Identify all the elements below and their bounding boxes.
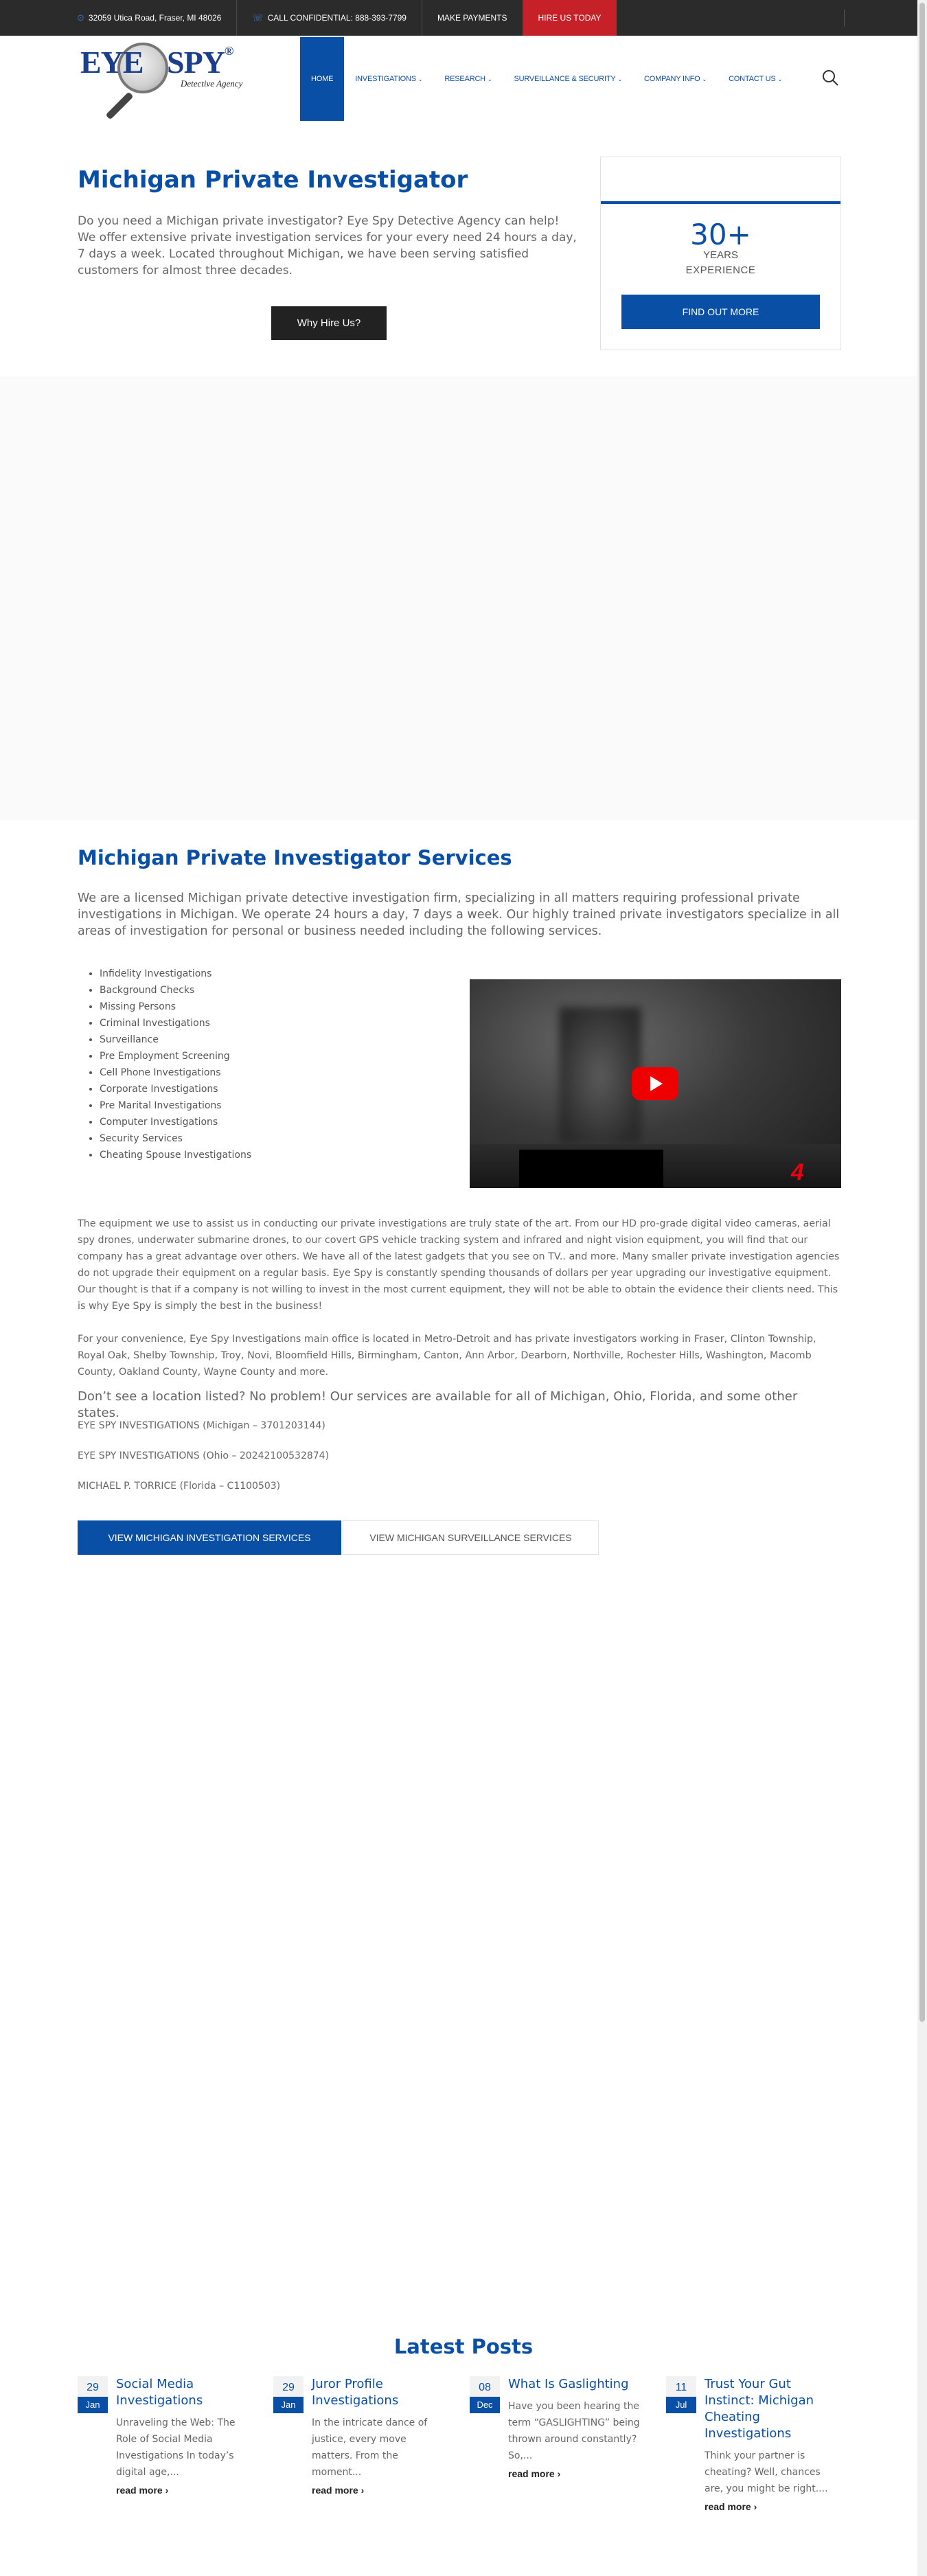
nav-investigations[interactable]: INVESTIGATIONS ⌄	[355, 75, 423, 83]
license-michigan: EYE SPY INVESTIGATIONS (Michigan – 3701203144)	[78, 1420, 325, 1431]
hire-us-today-label: HIRE US TODAY	[538, 13, 602, 23]
list-item: • Cell Phone Investigations	[100, 1064, 251, 1081]
nav-company-info[interactable]: COMPANY INFO ⌄	[644, 75, 707, 83]
page-scrollbar[interactable]	[917, 0, 927, 2576]
latest-posts-title: Latest Posts	[393, 2335, 534, 2358]
post-excerpt: Have you been hearing the term “GASLIGHTING” being thrown around constantly? So,...	[508, 2401, 640, 2461]
read-more-link[interactable]: read more ›	[116, 2485, 169, 2496]
logo-word-eye: EYE	[80, 45, 144, 80]
chevron-down-icon: ⌄	[702, 76, 707, 82]
post-month: Jan	[78, 2397, 108, 2413]
hire-us-today-button[interactable]	[523, 0, 617, 36]
services-list	[100, 966, 251, 1163]
post-month: Jul	[666, 2397, 696, 2413]
post-month: Jan	[273, 2397, 304, 2413]
post-excerpt: Think your partner is cheating? Well, chances are, you might be right....	[705, 2450, 828, 2494]
chevron-down-icon: ⌄	[487, 76, 492, 82]
map-pin-icon: ⊙	[77, 12, 84, 23]
make-payments-label: MAKE PAYMENTS	[437, 13, 507, 23]
post-date	[78, 2376, 108, 2413]
top-bar-items	[66, 0, 617, 36]
phone-icon: ☏	[252, 12, 264, 23]
license-florida: MICHAEL P. TORRICE (Florida – C1100503)	[78, 1481, 281, 1492]
play-icon	[650, 1076, 663, 1091]
nav-surveillance-security[interactable]: SURVEILLANCE & SECURITY ⌄	[514, 75, 622, 83]
magnifier-handle	[106, 91, 134, 119]
post-date	[273, 2376, 304, 2413]
post-excerpt: Unraveling the Web: The Role of Social Media Investigations In today’s digital age,...	[116, 2417, 236, 2478]
video-thumbnail-block	[519, 1150, 663, 1188]
list-item: • Missing Persons	[100, 999, 251, 1015]
hero-text: Do you need a Michigan private investigator? Eye Spy Detective Agency can help! We offer extensive private investigation services for your every need 24 hours a day, 7 days a week. Located throughout Michigan, we have been serving satisfied customers for almost three decades.	[78, 214, 577, 277]
search-icon[interactable]	[821, 69, 839, 87]
logo-tagline: Detective Agency	[181, 78, 243, 89]
chevron-down-icon: ⌄	[417, 76, 423, 82]
post-title-link[interactable]: What Is Gaslighting	[508, 2377, 629, 2391]
video-thumbnail-figure	[559, 1007, 641, 1144]
post-title-link[interactable]: Social Media Investigations	[116, 2377, 203, 2408]
top-bar	[0, 0, 927, 36]
no-location-paragraph: Don’t see a location listed? No problem! Our services are available for all of Michigan, Ohio, Florida, and some other states.	[78, 1389, 798, 1420]
experience-label: EXPERIENCE	[685, 264, 756, 276]
list-item: • Criminal Investigations	[100, 1015, 251, 1031]
license-ohio: EYE SPY INVESTIGATIONS (Ohio – 20242100532874)	[78, 1450, 330, 1461]
phone-text: CALL CONFIDENTIAL: 888-393-7799	[267, 13, 407, 23]
services-intro: We are a licensed Michigan private detective investigation firm, specializing in all matters requiring professional private investigations in Michigan. We operate 24 hours a day, 7 days a week. Our highly trained private investigators specialize in all areas of investigation for personal or business needed including the following services.	[78, 891, 840, 938]
make-payments-link[interactable]	[422, 0, 523, 36]
list-item: • Infidelity Investigations	[100, 966, 251, 982]
list-item: • Background Checks	[100, 982, 251, 999]
page-title: Michigan Private Investigator	[78, 166, 468, 194]
logo-word-spy: SPY®	[167, 44, 233, 80]
scrollbar-thumb[interactable]	[919, 3, 925, 2022]
list-item: • Security Services	[100, 1130, 251, 1147]
post-day: 11	[675, 2382, 687, 2393]
nav-contact-us[interactable]: CONTACT US ⌄	[729, 75, 783, 83]
video-player[interactable]	[470, 979, 841, 1188]
list-item: • Computer Investigations	[100, 1114, 251, 1130]
equipment-paragraph: The equipment we use to assist us in conducting our private investigations are truly state of the art. From our HD pro-grade digital video cameras, aerial spy drones, underwater submarine drones, to our covert GPS vehicle tracking system and infrared and night vision equipment, you will find that our company has a great advantage over others. We have all of the latest gadgets that you see on TV.. and more. Many smaller private investigation agencies do not upgrade their equipment on a regular basis. Eye Spy is constantly spending thousands of dollars per year upgrading our investigative equipment. Our thought is that if a company is not willing to invest in the most current equipment, they will not be able to obtain the evidence their clients need. This is why Eye Spy is simply the best in the business!	[78, 1218, 840, 1312]
post-day: 08	[479, 2382, 491, 2393]
grey-band-section	[0, 376, 927, 820]
chevron-down-icon: ⌄	[617, 76, 622, 82]
view-investigation-services-button[interactable]: VIEW MICHIGAN INVESTIGATION SERVICES	[78, 1520, 341, 1555]
post-title-link[interactable]: Trust Your Gut Instinct: Michigan Cheating Investigations	[705, 2377, 814, 2441]
post-day: 29	[282, 2382, 295, 2393]
read-more-link[interactable]: read more ›	[705, 2501, 757, 2512]
services-title: Michigan Private Investigator Services	[78, 846, 512, 869]
post-date	[666, 2376, 696, 2413]
experience-years-label: YEARS	[703, 249, 738, 261]
list-item: • Surveillance	[100, 1031, 251, 1048]
list-item: • Pre Employment Screening	[100, 1048, 251, 1064]
top-bar-divider	[844, 10, 845, 26]
eye-spy-logo[interactable]	[78, 37, 251, 119]
list-item: • Cheating Spouse Investigations	[100, 1147, 251, 1163]
post-excerpt: In the intricate dance of justice, every move matters. From the moment...	[312, 2417, 428, 2478]
locations-paragraph: For your convenience, Eye Spy Investigations main office is located in Metro-Detroit and has private investigators working in Fraser, Clinton Township, Royal Oak, Shelby Township, Troy, Novi, Bloomfield Hills, Birmingham, Canton, Ann Arbor, Dearborn, Northville, Rochester Hills, Washington, Macomb County, Oakland County, Wayne County and more.	[78, 1334, 816, 1378]
post-month: Dec	[470, 2397, 500, 2413]
post-date	[470, 2376, 500, 2413]
site-header	[0, 36, 927, 122]
chevron-down-icon: ⌄	[777, 76, 783, 82]
address-link[interactable]	[66, 0, 237, 36]
read-more-link[interactable]: read more ›	[312, 2485, 365, 2496]
find-out-more-button[interactable]: FIND OUT MORE	[621, 295, 820, 329]
view-surveillance-services-button[interactable]: VIEW MICHIGAN SURVEILLANCE SERVICES	[343, 1520, 599, 1555]
main-nav	[300, 37, 793, 121]
play-button[interactable]	[632, 1067, 678, 1100]
experience-accent-bar	[601, 201, 840, 204]
nav-home[interactable]: HOME	[300, 37, 344, 121]
post-day: 29	[87, 2382, 99, 2393]
why-hire-us-button[interactable]: Why Hire Us?	[271, 306, 387, 340]
post-title-link[interactable]: Juror Profile Investigations	[312, 2377, 399, 2408]
channel-4-logo: 4	[791, 1159, 804, 1185]
address-text: 32059 Utica Road, Fraser, MI 48026	[88, 13, 222, 23]
experience-number: 30+	[690, 218, 751, 251]
nav-research[interactable]: RESEARCH ⌄	[444, 75, 492, 83]
list-item: • Pre Marital Investigations	[100, 1097, 251, 1114]
experience-box	[600, 157, 841, 350]
phone-link[interactable]	[237, 0, 422, 36]
list-item: • Corporate Investigations	[100, 1081, 251, 1097]
read-more-link[interactable]: read more ›	[508, 2468, 561, 2479]
